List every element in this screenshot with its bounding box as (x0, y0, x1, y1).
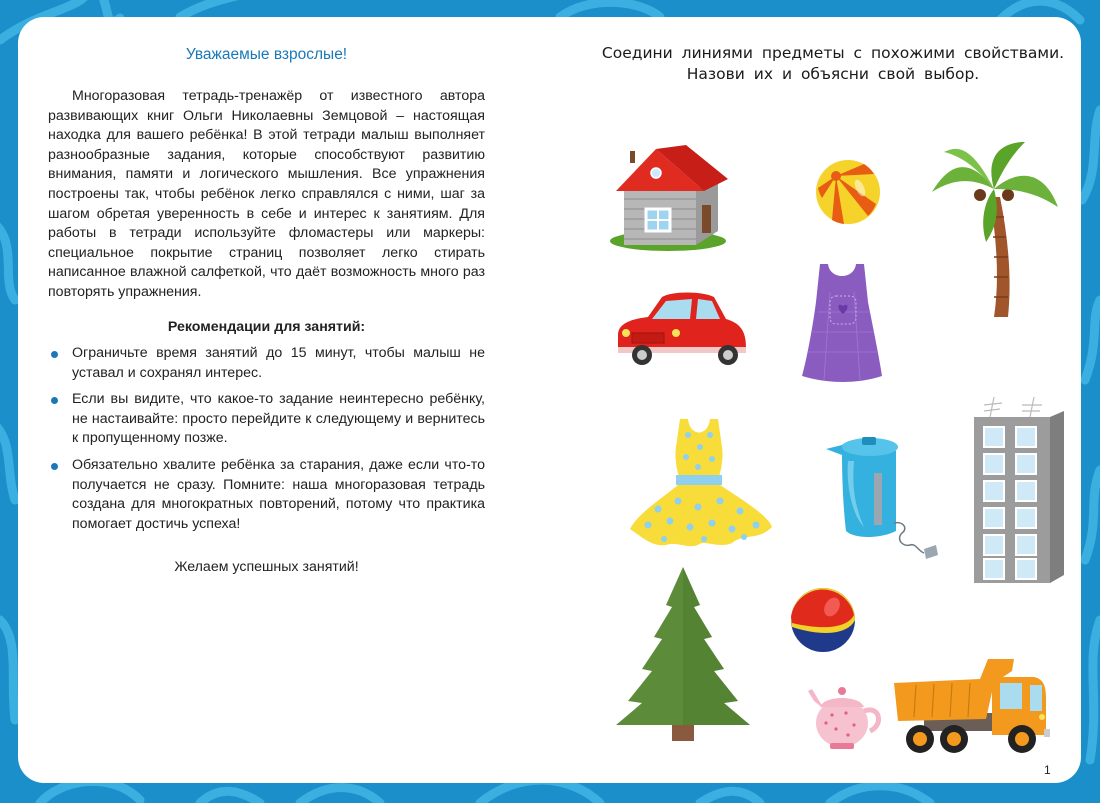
page-number: 1 (1044, 763, 1051, 777)
page-title: Уважаемые взрослые! (185, 46, 348, 63)
apartment-building-illustration[interactable] (970, 397, 1066, 585)
recommendation-item: Обязательно хвалите ребёнка за старания, даже если что-то получается не сразу. Помните: наша многоразовая тетрадь создана для многократных повторений, потому что практика помогает достичь успеха! (48, 456, 485, 534)
recommendation-item: Ограничьте время занятий до 15 минут, чтобы малыш не уставал и сохранял интерес. (48, 344, 485, 383)
electric-kettle-illustration[interactable] (824, 435, 948, 567)
dump-truck-illustration[interactable] (894, 653, 1050, 759)
purple-sundress-illustration[interactable] (798, 262, 888, 384)
teapot-illustration[interactable] (804, 685, 886, 753)
bullet-icon (51, 397, 58, 404)
task-instruction: Соедини линиями предметы с похожими свойствами. Назови их и объясни свой выбор. (601, 44, 1065, 83)
red-car-illustration[interactable] (612, 285, 750, 367)
bullet-icon (51, 463, 58, 470)
beach-ball-illustration[interactable] (814, 158, 882, 226)
recommendations-heading: Рекомендации для занятий: (167, 319, 366, 335)
bullet-icon (51, 351, 58, 358)
yellow-polka-dot-dress-illustration[interactable] (628, 417, 773, 549)
recommendations-list (48, 344, 485, 541)
palm-tree-illustration[interactable] (930, 137, 1060, 322)
fir-tree-illustration[interactable] (608, 565, 758, 745)
intro-paragraph: Многоразовая тетрадь-тренажёр от известного автора развивающих книг Ольги Николаевны Земцовой – настоящая находка для вашего ребёнка! В этой тетради малыш выполняет разнообразные задания, которые способствуют развитию внимания, памяти и логического мышления. Все упражнения построены так, чтобы ребёнок легко справлялся с ними, шаг за шагом обретая уверенность в себе и интерес к занятиям. Для работы в тетради используйте фломастеры или маркеры: специальное покрытие страниц позволяет легко стирать написанное влажной салфеткой, что даёт возможность много раз повторять упражнения. (48, 88, 485, 300)
small-ball-illustration[interactable] (790, 587, 856, 653)
workbook-spread (18, 17, 1081, 783)
closing-wish: Желаем успешных занятий! (174, 559, 359, 575)
house-illustration[interactable] (606, 145, 738, 255)
recommendation-item: Если вы видите, что какое-то задание неинтересно ребёнку, не настаивайте: просто перейдите к следующему и вернитесь к пропущенному позже. (48, 390, 485, 449)
